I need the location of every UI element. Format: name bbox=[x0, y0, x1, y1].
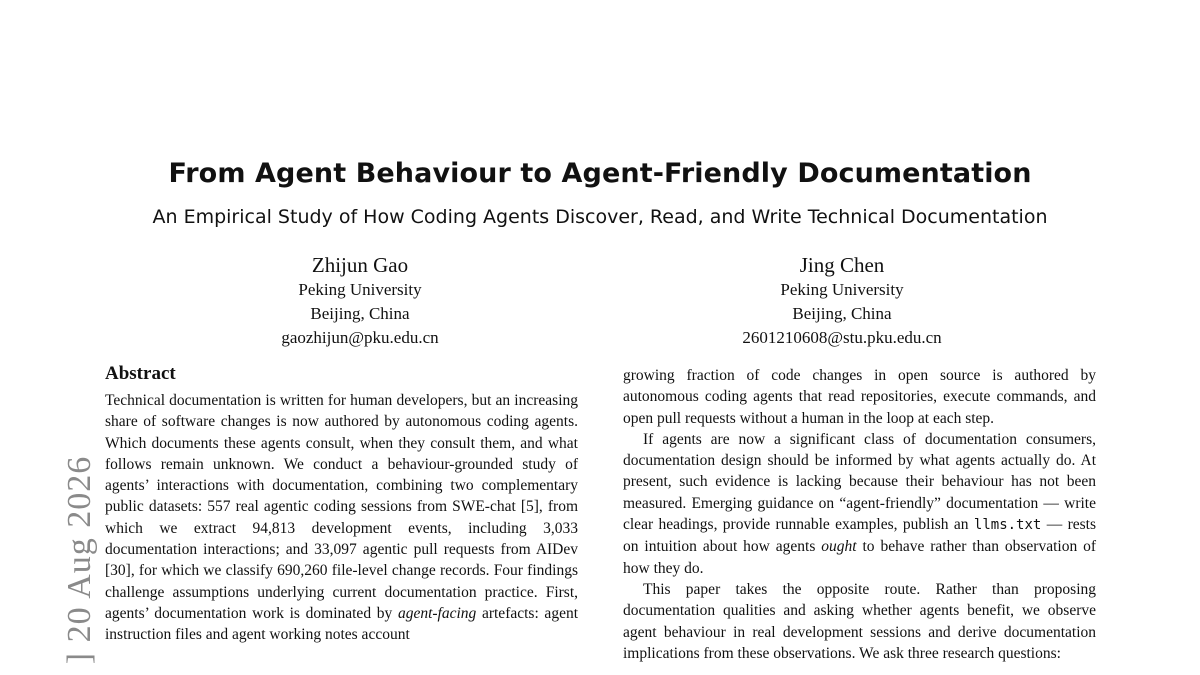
abstract-text: Technical documentation is written for human developers, but an increasing share of software changes is now authored by autonomous coding agents. Which documents these agents consult, when they consult them, and what follows remain unknown. We conduct a behaviour-grounded study of agents’ interactions with documentation, combining two complementary public datasets: 557 real agentic coding sessions from SWE-chat [5], from which we extract 94,813 development events, including 3,033 documentation interactions; and 33,097 agentic pull requests from AIDev [30], for which we classify 690,260 file-level change records. Four findings challenge assumptions underlying current documentation practice. First, agents’ documentation work is dominated by bbox=[105, 392, 578, 622]
intro-emphasis: ought bbox=[821, 538, 857, 556]
paper-subtitle: An Empirical Study of How Coding Agents Discover, Read, and Write Technical Documentation bbox=[152, 206, 1048, 228]
intro-paragraph: This paper takes the opposite route. Rather than proposing documentation qualities and asking whether agents benefit, we observe agent behaviour in real development sessions and derive documentation implications from these observations. We ask three research questions: bbox=[623, 580, 1096, 662]
author-location: Beijing, China bbox=[792, 304, 892, 323]
author-name: Jing Chen bbox=[799, 253, 885, 277]
abstract-column bbox=[105, 362, 578, 646]
intro-text: to behave rather than observation of how they do. bbox=[623, 538, 1097, 577]
abstract-heading: Abstract bbox=[105, 363, 176, 384]
author-name: Zhijun Gao bbox=[311, 253, 409, 277]
author-location: Beijing, China bbox=[310, 304, 410, 323]
author-block bbox=[180, 252, 540, 350]
inline-code: llms.txt bbox=[973, 517, 1042, 534]
author-email: gaozhijun@pku.edu.cn bbox=[281, 328, 439, 347]
introduction-column bbox=[623, 365, 1096, 664]
author-block bbox=[662, 252, 1022, 350]
abstract-emphasis: agent-facing bbox=[397, 604, 477, 622]
paper-title: From Agent Behaviour to Agent-Friendly Documentation bbox=[168, 158, 1032, 189]
author-affiliation: Peking University bbox=[780, 280, 904, 299]
intro-text: If agents are now a significant class of documentation consumers, documentation design should be informed by what agents actually do. At present, such evidence is lacking because their behaviour has not been measured. Emerging guidance on “agent-friendly” documentation — write clear headings, provide runnable examples, publish an bbox=[623, 430, 1096, 534]
intro-text: — rests on intuition about how agents bbox=[623, 516, 1096, 556]
abstract-text: artefacts: agent instruction files and agent working notes account bbox=[105, 604, 578, 644]
author-affiliation: Peking University bbox=[298, 280, 422, 299]
intro-paragraph bbox=[623, 429, 1096, 579]
arxiv-margin-stamp: ] 20 Aug 2026 bbox=[61, 455, 98, 665]
intro-paragraph: growing fraction of code changes in open source is authored by autonomous coding agents that read repositories, execute commands, and open pull requests without a human in the loop at each step. bbox=[623, 367, 1096, 427]
author-email: 2601210608@stu.pku.edu.cn bbox=[742, 328, 942, 347]
abstract-paragraph bbox=[105, 390, 578, 646]
